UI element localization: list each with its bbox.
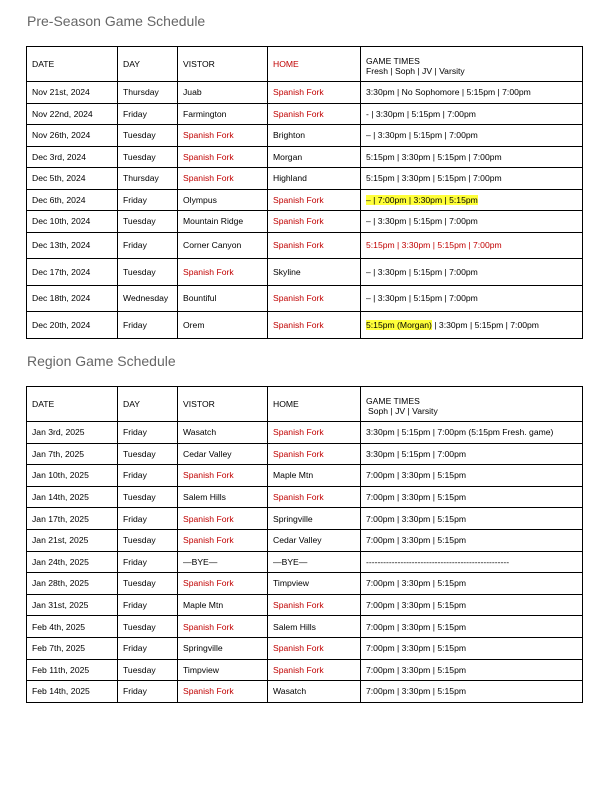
cell-times: 7:00pm | 3:30pm | 5:15pm — [361, 573, 583, 595]
cell-day: Thursday — [118, 82, 178, 104]
table-row — [27, 232, 583, 259]
table-row — [27, 103, 583, 125]
cell-times: 3:30pm | 5:15pm | 7:00pm (5:15pm Fresh. game) — [361, 422, 583, 444]
cell-home: Spanish Fork — [268, 285, 361, 312]
cell-day: Tuesday — [118, 529, 178, 551]
cell-home: Spanish Fork — [268, 443, 361, 465]
table-row — [27, 616, 583, 638]
cell-date: Jan 3rd, 2025 — [27, 422, 118, 444]
cell-visitor: Spanish Fork — [178, 259, 268, 286]
cell-times: – | 3:30pm | 5:15pm | 7:00pm — [361, 211, 583, 233]
cell-home: Spanish Fork — [268, 82, 361, 104]
cell-day: Tuesday — [118, 211, 178, 233]
header-game-times-label: GAME TIMES — [366, 395, 420, 406]
table-row — [27, 168, 583, 190]
table-row — [27, 82, 583, 104]
cell-visitor: Spanish Fork — [178, 465, 268, 487]
cell-times: – | 3:30pm | 5:15pm | 7:00pm — [361, 285, 583, 312]
cell-home: Morgan — [268, 146, 361, 168]
cell-home: Maple Mtn — [268, 465, 361, 487]
cell-date: Jan 31st, 2025 — [27, 594, 118, 616]
cell-times: 7:00pm | 3:30pm | 5:15pm — [361, 594, 583, 616]
header-home: HOME — [268, 47, 361, 82]
cell-home: Brighton — [268, 125, 361, 147]
table-row — [27, 465, 583, 487]
cell-day: Tuesday — [118, 259, 178, 286]
cell-times: 3:30pm | No Sophomore | 5:15pm | 7:00pm — [361, 82, 583, 104]
header-game-times — [361, 387, 583, 422]
cell-visitor: Farmington — [178, 103, 268, 125]
table-row — [27, 285, 583, 312]
cell-day: Friday — [118, 189, 178, 211]
cell-visitor: Salem Hills — [178, 486, 268, 508]
cell-home: Salem Hills — [268, 616, 361, 638]
highlighted-times: 5:15pm (Morgan) — [366, 320, 432, 330]
cell-date: Nov 21st, 2024 — [27, 82, 118, 104]
header-visitor: VISTOR — [178, 387, 268, 422]
cell-times: 7:00pm | 3:30pm | 5:15pm — [361, 465, 583, 487]
cell-day: Friday — [118, 422, 178, 444]
cell-visitor: Juab — [178, 82, 268, 104]
highlighted-times: – | 7:00pm | 3:30pm | 5:15pm — [366, 194, 478, 205]
cell-times: 5:15pm | 3:30pm | 5:15pm | 7:00pm — [361, 168, 583, 190]
cell-times: 7:00pm | 3:30pm | 5:15pm — [361, 637, 583, 659]
cell-home: Cedar Valley — [268, 529, 361, 551]
cell-visitor: Spanish Fork — [178, 146, 268, 168]
cell-times: 5:15pm | 3:30pm | 5:15pm | 7:00pm — [361, 232, 583, 259]
table-row — [27, 422, 583, 444]
table-header-row — [27, 47, 583, 82]
header-game-times — [361, 47, 583, 82]
cell-times: 7:00pm | 3:30pm | 5:15pm — [361, 681, 583, 703]
header-date: DATE — [27, 47, 118, 82]
cell-times: 7:00pm | 3:30pm | 5:15pm — [361, 616, 583, 638]
header-game-times-label: GAME TIMES — [366, 55, 420, 66]
cell-day: Friday — [118, 594, 178, 616]
cell-day: Thursday — [118, 168, 178, 190]
cell-date: Dec 3rd, 2024 — [27, 146, 118, 168]
cell-visitor: Olympus — [178, 189, 268, 211]
cell-times: – | 3:30pm | 5:15pm | 7:00pm — [361, 125, 583, 147]
cell-home: Spanish Fork — [268, 422, 361, 444]
cell-visitor: Springville — [178, 637, 268, 659]
cell-times — [361, 312, 583, 339]
table-row — [27, 637, 583, 659]
cell-date: Nov 26th, 2024 — [27, 125, 118, 147]
cell-date: Dec 20th, 2024 — [27, 312, 118, 339]
cell-times — [361, 189, 583, 211]
cell-times: – | 3:30pm | 5:15pm | 7:00pm — [361, 259, 583, 286]
header-day: DAY — [118, 387, 178, 422]
cell-day: Friday — [118, 232, 178, 259]
times-rest: | 3:30pm | 5:15pm | 7:00pm — [431, 320, 539, 330]
cell-date: Jan 7th, 2025 — [27, 443, 118, 465]
cell-date: Dec 18th, 2024 — [27, 285, 118, 312]
cell-day: Wednesday — [118, 285, 178, 312]
cell-visitor: Spanish Fork — [178, 125, 268, 147]
region-schedule-table — [26, 386, 583, 703]
cell-date: Nov 22nd, 2024 — [27, 103, 118, 125]
cell-date: Jan 24th, 2025 — [27, 551, 118, 573]
table-row — [27, 681, 583, 703]
cell-home: Spanish Fork — [268, 211, 361, 233]
cell-visitor: Spanish Fork — [178, 616, 268, 638]
cell-visitor: Corner Canyon — [178, 232, 268, 259]
table-row — [27, 259, 583, 286]
cell-day: Friday — [118, 637, 178, 659]
cell-day: Friday — [118, 465, 178, 487]
cell-home: —BYE— — [268, 551, 361, 573]
cell-visitor: Bountiful — [178, 285, 268, 312]
cell-visitor: Orem — [178, 312, 268, 339]
cell-times: 7:00pm | 3:30pm | 5:15pm — [361, 508, 583, 530]
cell-date: Jan 17th, 2025 — [27, 508, 118, 530]
table-row — [27, 594, 583, 616]
cell-home: Spanish Fork — [268, 486, 361, 508]
cell-date: Feb 11th, 2025 — [27, 659, 118, 681]
table-row — [27, 312, 583, 339]
cell-day: Friday — [118, 551, 178, 573]
cell-date: Dec 6th, 2024 — [27, 189, 118, 211]
preseason-schedule-table — [26, 46, 583, 339]
cell-day: Tuesday — [118, 659, 178, 681]
cell-home: Spanish Fork — [268, 312, 361, 339]
cell-home: Springville — [268, 508, 361, 530]
cell-visitor: Spanish Fork — [178, 508, 268, 530]
cell-visitor: Spanish Fork — [178, 168, 268, 190]
cell-visitor: —BYE— — [178, 551, 268, 573]
cell-times: - | 3:30pm | 5:15pm | 7:00pm — [361, 103, 583, 125]
cell-day: Tuesday — [118, 573, 178, 595]
cell-visitor: Spanish Fork — [178, 573, 268, 595]
cell-day: Tuesday — [118, 443, 178, 465]
table-header-row — [27, 387, 583, 422]
cell-times: 5:15pm | 3:30pm | 5:15pm | 7:00pm — [361, 146, 583, 168]
preseason-title: Pre-Season Game Schedule — [27, 13, 206, 29]
cell-times: 3:30pm | 5:15pm | 7:00pm — [361, 443, 583, 465]
cell-home: Spanish Fork — [268, 189, 361, 211]
cell-date: Dec 10th, 2024 — [27, 211, 118, 233]
cell-home: Wasatch — [268, 681, 361, 703]
cell-home: Spanish Fork — [268, 659, 361, 681]
cell-date: Jan 21st, 2025 — [27, 529, 118, 551]
header-day: DAY — [118, 47, 178, 82]
header-game-times-levels: Soph | JV | Varsity — [368, 405, 438, 416]
cell-date: Dec 5th, 2024 — [27, 168, 118, 190]
cell-visitor: Maple Mtn — [178, 594, 268, 616]
cell-day: Tuesday — [118, 125, 178, 147]
table-row — [27, 146, 583, 168]
cell-visitor: Mountain Ridge — [178, 211, 268, 233]
cell-visitor: Timpview — [178, 659, 268, 681]
cell-visitor: Cedar Valley — [178, 443, 268, 465]
cell-date: Feb 4th, 2025 — [27, 616, 118, 638]
cell-day: Friday — [118, 681, 178, 703]
cell-date: Dec 17th, 2024 — [27, 259, 118, 286]
cell-date: Jan 10th, 2025 — [27, 465, 118, 487]
cell-home: Timpview — [268, 573, 361, 595]
table-row — [27, 443, 583, 465]
table-row — [27, 211, 583, 233]
cell-day: Tuesday — [118, 486, 178, 508]
cell-day: Friday — [118, 312, 178, 339]
cell-date: Jan 28th, 2025 — [27, 573, 118, 595]
cell-date: Jan 14th, 2025 — [27, 486, 118, 508]
cell-times: 7:00pm | 3:30pm | 5:15pm — [361, 529, 583, 551]
cell-home: Spanish Fork — [268, 232, 361, 259]
cell-home: Spanish Fork — [268, 594, 361, 616]
cell-visitor: Spanish Fork — [178, 529, 268, 551]
cell-date: Dec 13th, 2024 — [27, 232, 118, 259]
cell-home: Spanish Fork — [268, 103, 361, 125]
cell-day: Tuesday — [118, 146, 178, 168]
cell-times: 7:00pm | 3:30pm | 5:15pm — [361, 486, 583, 508]
cell-date: Feb 14th, 2025 — [27, 681, 118, 703]
cell-day: Friday — [118, 103, 178, 125]
header-visitor: VISTOR — [178, 47, 268, 82]
cell-visitor: Wasatch — [178, 422, 268, 444]
cell-home: Skyline — [268, 259, 361, 286]
cell-visitor: Spanish Fork — [178, 681, 268, 703]
header-home: HOME — [268, 387, 361, 422]
cell-times: -------------------------------------------------- — [361, 551, 583, 573]
table-row — [27, 551, 583, 573]
table-row — [27, 573, 583, 595]
table-row — [27, 529, 583, 551]
cell-day: Tuesday — [118, 616, 178, 638]
header-game-times-levels: Fresh | Soph | JV | Varsity — [366, 65, 465, 76]
table-row — [27, 659, 583, 681]
table-row — [27, 486, 583, 508]
header-date: DATE — [27, 387, 118, 422]
table-row — [27, 125, 583, 147]
cell-home: Highland — [268, 168, 361, 190]
region-title: Region Game Schedule — [27, 353, 176, 369]
cell-times: 7:00pm | 3:30pm | 5:15pm — [361, 659, 583, 681]
cell-date: Feb 7th, 2025 — [27, 637, 118, 659]
cell-day: Friday — [118, 508, 178, 530]
cell-home: Spanish Fork — [268, 637, 361, 659]
table-row — [27, 508, 583, 530]
table-row — [27, 189, 583, 211]
